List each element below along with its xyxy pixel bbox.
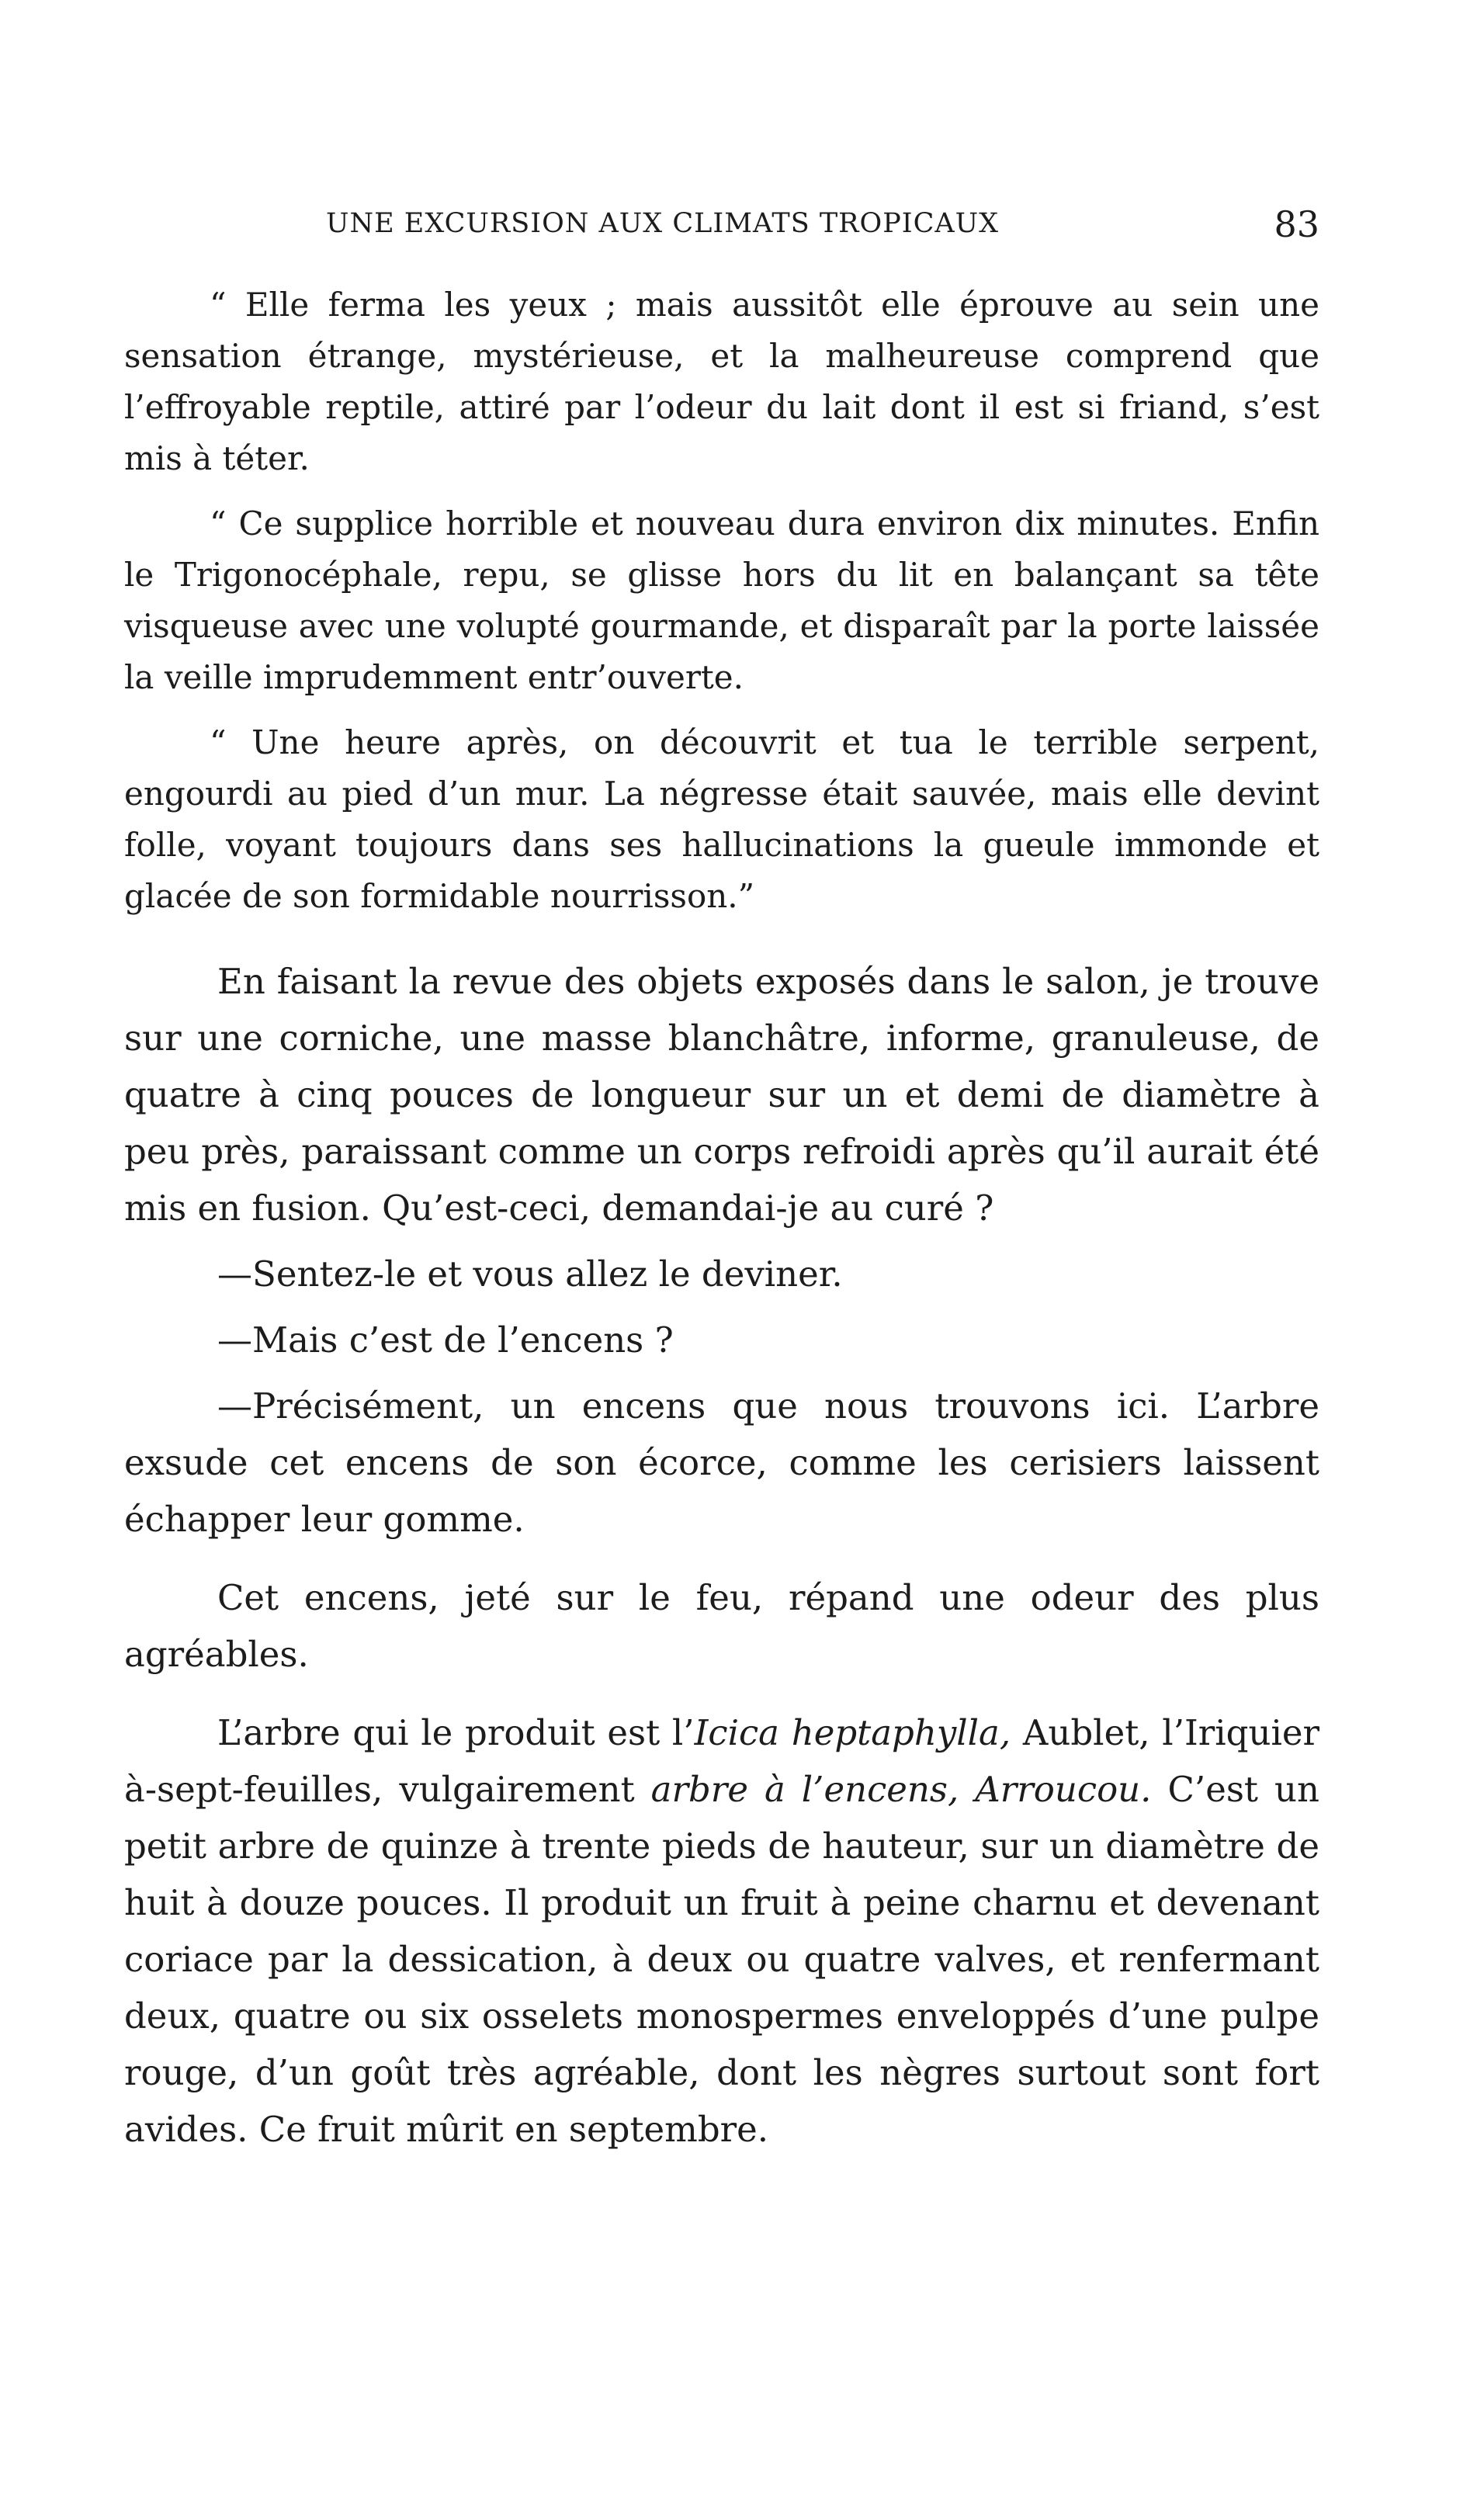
text-run: C’est un petit arbre de quinze à trente pieds de hauteur, sur un diamètre de huit à douze pouces. Il produit un fruit à peine charnu et devenant coriace par la dessication, à deux ou quatre valves, et renfermant deux, quatre ou six osselets monospermes enveloppés d’une pulpe rouge, d’un goût très agréable, dont les nègres surtout sont fort avides. Ce fruit mûrit en septembre. xyxy=(124,1769,1319,2150)
main-narrative xyxy=(124,953,1319,2158)
text-run: Aublet, l’Iriquier à-sept-feuilles, vulgairement xyxy=(124,1712,1319,1810)
paragraph-incense-smell: Cet encens, jeté sur le feu, répand une odeur des plus agréables. xyxy=(124,1577,1319,1675)
paragraph-incense-discovery: En faisant la revue des objets exposés dans le salon, je trouve sur une corniche, une masse blanchâtre, informe, granuleuse, de quatre à cinq pouces de longueur sur un et demi de diamètre à peu près, paraissant comme un corps refroidi après qu’il aurait été mis en fusion. Qu’est-ceci, demandai-je au curé ? xyxy=(124,961,1319,1229)
dialogue-line: —Sentez-le et vous allez le deviner. xyxy=(217,1253,843,1295)
dialogue-line: —Mais c’est de l’encens ? xyxy=(217,1319,674,1361)
page-number: 83 xyxy=(1274,203,1319,245)
quote-paragraph: “ Une heure après, on découvrit et tua le terrible serpent, engourdi au pied d’un mur. La négresse était sauvée, mais elle devint folle, voyant toujours dans ses hallucinations la gueule immonde et glacée de son formidable nourrisson.” xyxy=(124,723,1319,915)
running-title: UNE EXCURSION AUX CLIMATS TROPICAUX xyxy=(326,208,1000,239)
dialogue-line: —Précisément, un encens que nous trouvons ici. L’arbre exsude cet encens de son écorce, comme les cerisiers laissent échapper leur gomme. xyxy=(124,1385,1319,1540)
species-name: Icica heptaphylla, xyxy=(694,1712,1011,1753)
running-head xyxy=(124,203,1319,250)
quote-paragraph: “ Ce supplice horrible et nouveau dura environ dix minutes. Enfin le Trigonocéphale, repu, se glisse hors du lit en balançant sa tête visqueuse avec une volupté gourmande, et disparaît par la porte laissée la veille imprudemment entr’ouverte. xyxy=(124,504,1319,696)
quoted-narrative xyxy=(124,279,1319,922)
paragraph-tree-description xyxy=(124,1704,1319,2158)
quote-paragraph: “ Elle ferma les yeux ; mais aussitôt elle éprouve au sein une sensation étrange, mystérieuse, et la malheureuse comprend que l’effroyable reptile, attiré par l’odeur du lait dont il est si friand, s’est mis à téter. xyxy=(124,286,1319,477)
text-run: L’arbre qui le produit est l’ xyxy=(217,1712,695,1753)
common-name: arbre à l’encens, Arroucou. xyxy=(650,1769,1152,1810)
body-text xyxy=(124,279,1319,2167)
